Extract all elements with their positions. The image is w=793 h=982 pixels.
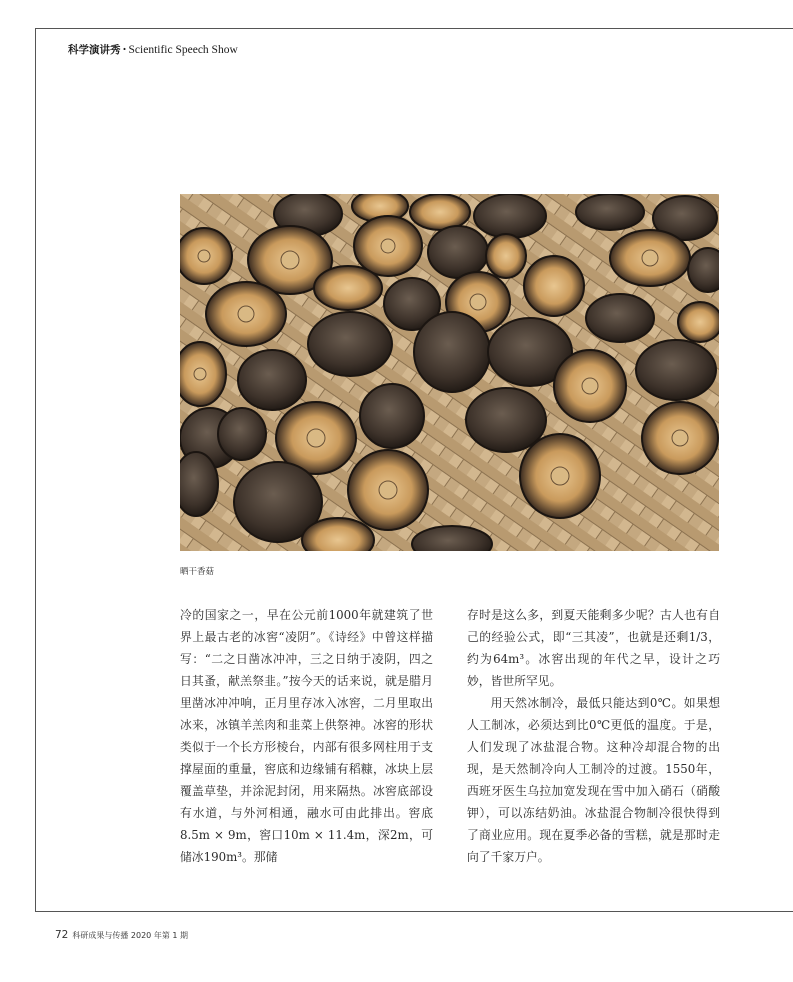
frame-left-rule [35,28,36,912]
page-footer [55,929,188,941]
right-paragraph-1: 存时是这么多，到夏天能剩多少呢？古人也有自己的经验公式，即“三其凌”，也就是还剩1/3，约为64m³。冰窖出现的年代之早，设计之巧妙，皆世所罕见。 [467,608,720,688]
header-separator: · [122,42,127,56]
right-paragraph-2: 用天然冰制冷，最低只能达到0℃。如果想人工制冰，必须达到比0℃更低的温度。于是，人们发现了冰盐混合物。这种冷却混合物的出现，是天然制冷向人工制冷的过渡。1550年，西班牙医生乌拉加宽发现在雪中加入硝石（硝酸钾），可以冻结奶油。冰盐混合物制冷很快得到了商业应用。现在夏季必备的雪糕，就是那时走向了千家万户。 [467,696,720,864]
section-title-zh: 科学演讲秀 [68,44,121,56]
running-header [68,42,238,57]
left-paragraph-1: 冷的国家之一，早在公元前1000年就建筑了世界上最古老的冰窖“凌阴”。《诗经》中曾这样描写：“二之日凿冰冲冲，三之日纳于凌阴，四之日其蚤，献羔祭韭。”按今天的话来说，就是腊月里凿冰冲冲响，正月里存冰入冰窖，二月里取出冰来，冰镇羊羔肉和韭菜上供祭神。冰窖的形状类似于一个长方形棱台，内部有很多网柱用于支撑屋面的重量，窖底和边缘铺有稻糠，冰块上层覆盖草垫，并涂泥封闭，用来隔热。冰窖底部设有水道，与外河相通，融水可由此排出。窖底8.5m × 9m，窖口10m × 11.4m，深2m，可储冰190m³。那储 [180,608,433,864]
article-right-column [467,604,720,868]
dried-mushrooms-photo [180,194,719,551]
photo-caption: 晒干香菇 [180,567,215,577]
frame-top-rule [35,28,793,29]
frame-bottom-rule [35,911,793,912]
section-title-en: Scientific Speech Show [128,44,238,56]
page-number: 72 [55,929,69,941]
journal-info: 科研成果与传播 2020 年第 1 期 [72,931,188,940]
article-left-column [180,604,433,868]
